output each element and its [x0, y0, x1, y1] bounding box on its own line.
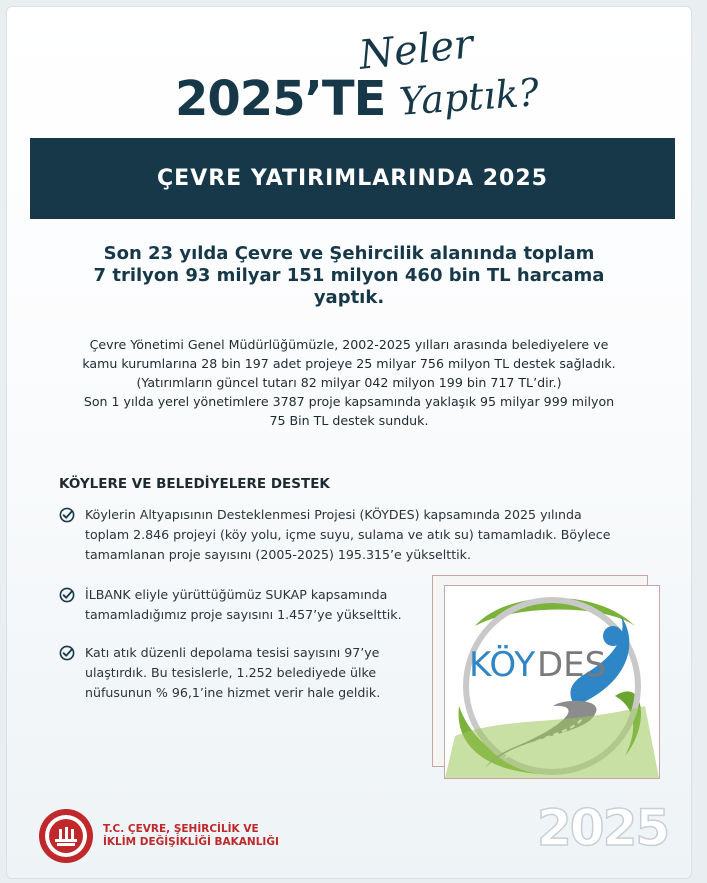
headline-year: 2025’TE — [175, 71, 386, 127]
ministry-seal-icon — [37, 807, 95, 865]
koydes-logo-icon — [445, 586, 659, 778]
script-yaptik: Yaptık? — [397, 70, 541, 124]
logo-text-koy: KÖY — [469, 645, 536, 685]
koydes-logo-frame — [432, 575, 662, 780]
summary-line: kamu kurumlarına 28 bin 197 adet projeye 25 milyar 756 milyon TL destek sağladık. — [82, 356, 616, 371]
headline-stat-line: yaptık. — [313, 287, 385, 308]
summary-line: 75 Bin TL destek sunduk. — [269, 413, 429, 428]
support-item-text — [85, 585, 402, 625]
support-item-line: İLBANK eliyle yürüttüğümüz SUKAP kapsamında — [85, 587, 388, 602]
support-item-line: tamamladığımız proje sayısını 1.457’ye yükselttik. — [85, 607, 402, 622]
banner-title: ÇEVRE YATIRIMLARINDA 2025 — [157, 166, 548, 191]
support-item-line: Köylerin Altyapısının Desteklenmesi Projesi (KÖYDES) kapsamında 2025 yılında — [85, 507, 582, 522]
check-circle-icon — [59, 507, 75, 523]
support-item-line: toplam 2.846 projeyi (köy yolu, içme suyu, sulama ve atık su) tamamladık. Böylece — [85, 527, 611, 542]
summary-line: Çevre Yönetimi Genel Müdürlüğümüzle, 2002-2025 yılları arasında belediyelere ve — [89, 337, 609, 352]
script-neler: Neler — [356, 21, 476, 79]
check-circle-icon — [59, 645, 75, 661]
support-item-line: ulaştırdık. Bu tesislerle, 1.252 belediyede ülke — [85, 665, 377, 680]
support-item-line: tamamlanan proje sayısını (2005-2025) 195.315’e yükselttik. — [85, 547, 471, 562]
summary-line: Son 1 yılda yerel yönetimlere 3787 proje kapsamında yaklaşık 95 milyar 999 milyon — [83, 394, 615, 409]
headline-stat — [59, 243, 639, 309]
year-mark-text: 2025 — [537, 799, 669, 855]
summary-paragraph — [29, 335, 669, 430]
support-item-line: nüfusunun % 96,1’ine hizmet verir hale geldik. — [85, 685, 381, 700]
support-item-text — [85, 505, 610, 565]
logo-text-des: DES — [537, 645, 607, 685]
headline-stat-line: Son 23 yılda Çevre ve Şehircilik alanında toplam — [103, 243, 595, 264]
ministry-line: İKLİM DEĞİŞİKLİĞİ BAKANLIĞI — [103, 836, 279, 848]
support-section-title: KÖYLERE VE BELEDİYELERE DESTEK — [59, 476, 330, 492]
poster-card — [6, 6, 692, 879]
ministry-name — [103, 823, 279, 849]
year-2025-mark-icon — [537, 795, 687, 855]
section-banner — [30, 138, 675, 219]
ministry-line: T.C. ÇEVRE, ŞEHİRCİLİK VE — [103, 823, 259, 835]
logo-frame-front — [444, 585, 660, 779]
support-item-text — [85, 643, 380, 703]
check-circle-icon — [59, 587, 75, 603]
headline-stat-line: 7 trilyon 93 milyar 151 milyon 460 bin TL harcama — [93, 265, 605, 286]
summary-line: (Yatırımların güncel tutarı 82 milyar 042 milyon 199 bin 717 TL’dir.) — [136, 375, 562, 390]
support-item-line: Katı atık düzenli depolama tesisi sayısını 97’ye — [85, 645, 380, 660]
